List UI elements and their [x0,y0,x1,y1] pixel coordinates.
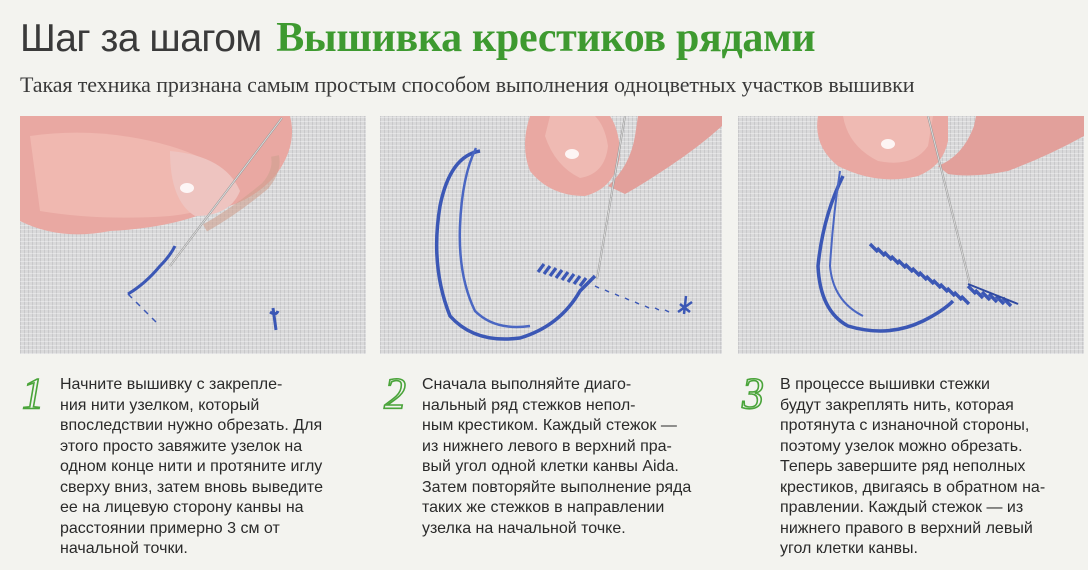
page-title [20,14,815,62]
fingers-needle-thread-knot-photo [20,116,366,354]
photo-step-2 [380,116,722,354]
step-number: 2 [384,369,406,418]
photo-step-3 [738,116,1084,354]
half-cross-row-photo [380,116,722,354]
step-number: 3 [742,369,764,418]
title-main: Вышивка крестиков рядами [276,15,816,61]
completed-row-photo [738,116,1084,354]
title-prefix: Шаг за шагом [20,17,262,60]
page-subtitle: Такая техника признана самым простым способом выполнения одноцветных участков вышивки [20,72,915,97]
step-number: 1 [22,369,44,418]
photo-step-1 [20,116,366,354]
step-text: Сначала выполняйте диаго- нальный ряд стежков непол- ным крестиком. Каждый стежок — из нижнего левого в верхний пра- вый угол одной клетки канвы Aida. Затем повторяйте выполнение ряда таких же стежков в направлении узелка на начальной точке. [422,376,692,537]
step-text: Начните вышивку с закрепле- ния нити узелком, который впоследствии нужно обрезать. Для этого просто завяжите узелок на одном конце нити и протяните иглу сверху вниз, затем вновь выведите ее на лицевую сторону канвы на расстоянии примерно 3 см от начальной точки. [60,376,323,557]
step-text: В процессе вышивки стежки будут закреплять нить, которая протянута с изнаночной стороны, поэтому узелок можно обрезать. Теперь завершите ряд неполных крестиков, двигаясь в обратном на- правлении. Каждый стежок — из нижнего правого в верхний левый угол клетки канвы. [780,376,1046,557]
